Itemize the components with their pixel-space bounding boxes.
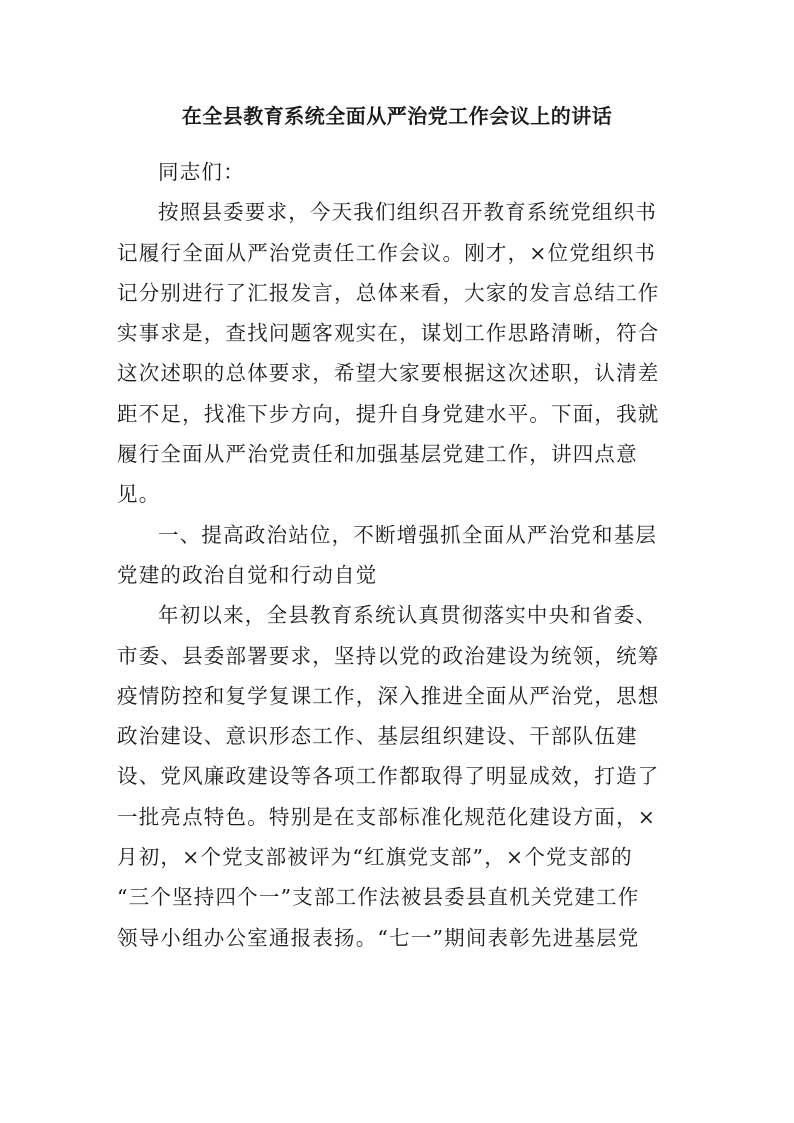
- section-heading-line: 党建的政治自觉和行动自觉: [117, 562, 378, 587]
- body-line: 疫情防控和复学复课工作，深入推进全面从严治党，思想: [117, 683, 660, 708]
- body-line: 市委、县委部署要求，坚持以党的政治建设为统领，统筹: [117, 643, 660, 668]
- body-line: 一批亮点特色。特别是在支部标准化规范化建设方面，×: [117, 804, 657, 829]
- body-line: 距不足，找准下步方向，提升自身党建水平。下面，我就: [117, 401, 660, 426]
- body-line: 见。: [117, 482, 161, 507]
- body-line: 履行全面从严治党责任和加强基层党建工作，讲四点意: [117, 442, 638, 467]
- document-body: [117, 152, 660, 958]
- body-line: 设、党风廉政建设等各项工作都取得了明显成效，打造了: [117, 764, 660, 789]
- body-line: 月初，×个党支部被评为“红旗党支部”，×个党支部的: [117, 845, 633, 870]
- document-title: 在全县教育系统全面从严治党工作会议上的讲话: [181, 104, 613, 128]
- body-line: 记履行全面从严治党责任工作会议。刚才，×位党组织书: [117, 240, 657, 265]
- body-line: 实事求是，查找问题客观实在，谋划工作思路清晰，符合: [117, 321, 660, 346]
- body-line: 记分别进行了汇报发言，总体来看，大家的发言总结工作: [117, 280, 660, 305]
- body-line: 这次述职的总体要求，希望大家要根据这次述职，认清差: [117, 361, 660, 386]
- body-line: 按照县委要求，今天我们组织召开教育系统党组织书: [158, 200, 658, 225]
- body-line: “三个坚持四个一”支部工作法被县委县直机关党建工作: [117, 885, 640, 910]
- salutation: 同志们：: [158, 160, 245, 184]
- body-line: 年初以来，全县教育系统认真贯彻落实中央和省委、: [158, 603, 658, 628]
- section-heading-line: 一、提高政治站位，不断增强抓全面从严治党和基层: [158, 522, 658, 547]
- body-line: 政治建设、意识形态工作、基层组织建设、干部队伍建: [117, 724, 638, 749]
- body-line: 领导小组办公室通报表扬。“七一”期间表彰先进基层党: [117, 925, 640, 950]
